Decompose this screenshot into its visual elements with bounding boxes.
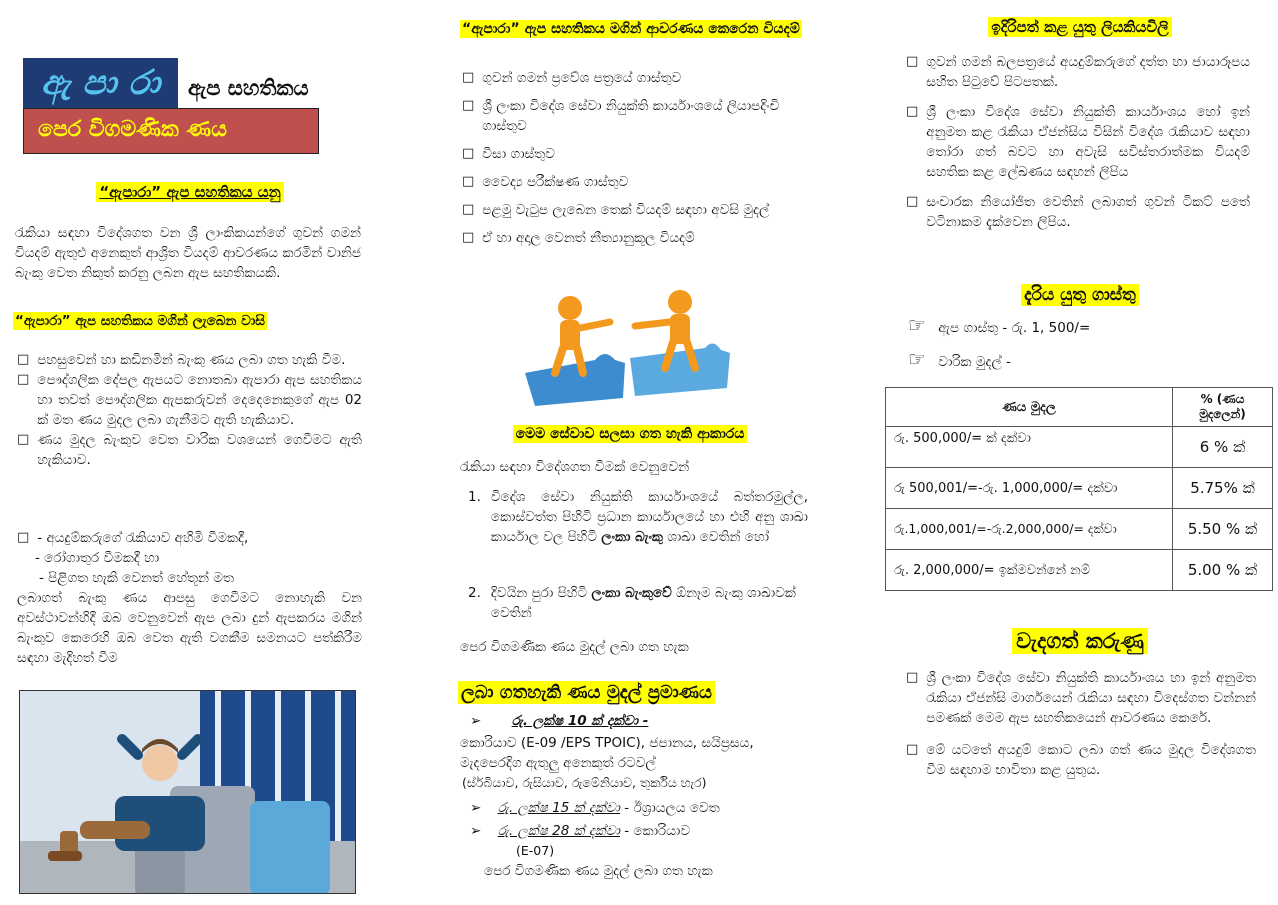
checkbox-icon: □ [906,54,919,69]
step1-part-c: ශාඛා වෙතින් හෝ [662,529,770,545]
checkbox-icon: □ [17,432,30,447]
list-item [462,172,792,192]
table-cell: රු. 500,000/= ක් දක්වා [886,427,1173,468]
step1-bank: ලංකා බැංකු [601,529,663,545]
table-cell: 5.00 % ක් [1173,550,1273,591]
list-item [906,102,1250,182]
checkbox-icon: □ [462,174,475,189]
how-outro: පෙර විගමණික ණය මුදල් ලබා ගත හැක [460,639,689,655]
table-row [886,427,1273,468]
heading-how-to-text: මෙම සේවාව සලසා ගත හැකි ආකාරය [513,425,748,443]
fee-1 [908,315,1090,338]
heading-fees [880,285,1278,305]
table-cell: රු.1,000,001/=-රු.2,000,000/= දක්වා [886,509,1173,550]
checkbox-icon: □ [462,70,475,85]
brand-logo-text: ඇ පා රා [40,63,161,103]
brand-subtitle: ඇප සහතිකය [188,76,309,100]
table-cell: රු 500,001/=-රු. 1,000,000/= දක්වා [886,468,1173,509]
list-item [462,200,792,220]
step-number: 1. [468,489,481,505]
fee-2-text: වාරික මුදල් - [938,354,1011,370]
heading-important-text: වැදගත් කරුණු [1012,628,1148,654]
heading-documents-text: ඉදිරිපත් කළ යුතු ලියකියවිලි [988,17,1171,37]
list-item [462,228,792,248]
table-header: ණය මුදල [886,388,1173,427]
arrow-icon: ➢ [470,800,482,816]
heading-covered [460,20,810,39]
checkbox-icon: □ [17,372,30,387]
checkbox-icon: □ [462,230,475,245]
table-row [886,468,1273,509]
heading-covered-text: “ඇපාරා” ඇප සහතිකය මගින් ආවරණය කෙරෙන වියදම් [462,21,800,37]
risk-line: - අයදුම්කරුගේ රැකියාව අහිමි වීමකදී, [37,530,249,546]
amount-1-label: රු. ලක්ෂ 10 ක් දක්වා - [511,713,649,729]
premium-table [885,387,1273,591]
heading-amounts [458,682,715,703]
traveller-photo [19,690,356,894]
left-panel [0,0,400,905]
amount-1-sub: (ස්ර්බියාව, රුසියාව, රුමේනියාව, තුර්කිය හැර) [462,775,707,790]
checkbox-icon: □ [906,194,919,209]
notes-list [906,668,1256,780]
documents-list [906,52,1250,232]
list-item [17,370,362,430]
step-number: 2. [468,585,481,601]
list-item [906,740,1256,780]
how-intro: රැකියා සඳහා විදේශගත වීමක් වෙනුවෙන් [460,459,690,475]
covered-text: ශ්‍රී ලංකා විදේශ සේවා නියුක්ති කාර්යාංශයේ ලියාපදිංචි ගාස්තුව [482,98,780,134]
step-text [491,583,808,623]
fee-2 [908,349,1011,372]
benefits-list [17,350,362,470]
covered-text: ඒ හා අදාල වෙනත් නීත්‍යානුකූල වියදම් [482,230,695,246]
list-item [462,68,792,88]
checkbox-icon: □ [906,104,919,119]
puzzle-illustration [515,288,745,418]
list-item [906,192,1250,232]
checkbox-icon: □ [462,202,475,217]
right-panel [880,0,1278,905]
document-text: ශ්‍රී ලංකා විදේශ සේවා නියුක්ති කාර්යාංශය හෝ ඉන් අනුමත කළ රැකියා ඒජන්සිය විසින් විදේශ රැකියාව සඳහා තෝරා ගත් බවට හා අවැසි සවිස්තරාත්මක වියදම් සහතික කළ ලේඛණය සඳහන් ලිපිය [926,104,1250,180]
hand-pointer-icon: ☞ [908,313,926,337]
heading-amounts-text: ලබා ගතහැකි ණය මුදල් ප්‍රමාණය [458,681,715,704]
benefit-text: පහසුවෙන් හා කඩිනමින් බැංකු ණය ලබා ගත හැකි වීම. [37,352,346,368]
covered-text: පළමු වැටුප ලැබෙන තෙක් වියදම් සඳහා අවසි මුදල් [482,202,770,218]
heading-how-to [440,426,820,442]
fee-1-text: ඇප ගාස්තු - රු. 1, 500/= [938,320,1091,336]
table-cell: 5.50 % ක් [1173,509,1273,550]
amount-2 [470,798,820,818]
middle-panel [440,0,840,905]
table-cell: රු. 2,000,000/= ඉක්මවන්නේ නම් [886,550,1173,591]
step1-part-a: විදේශ සේවා නියුක්ති කාර්යාංශයේ බත්තරමුල්ල, කොස්වත්ත පිහිටි ප්‍රධාන කාර්යාලයේ හා එහි අනු ශාඛා කාර්යාල වල පිහිටි [490,489,808,545]
table-row [886,509,1273,550]
table-header: % (ණය මුදලෙන්) [1173,388,1273,427]
amount-2-text: - ඊශ්‍රායලය වෙත [620,800,720,816]
checkbox-icon: □ [462,146,475,161]
covered-text: වෛද්‍ය පරීක්ෂණ ගාස්තුව [482,174,629,190]
list-item [462,144,792,164]
table-cell: 6 % ක් [1173,427,1273,468]
amount-1-text: කොරියාව (E-09 /EPS TPOIC), ජපානය, සයිප්‍රසය, මැදපෙරදිග ඇතුලු අනෙකුත් රටවල් [460,735,754,771]
amount-3-sub: (E-07) [516,843,555,858]
amount-1 [462,711,812,793]
document-text: ගුවන් ගමන් බලපත්‍රයේ අයදුම්කරුගේ දත්ත හා ජායාරූපය සහිත පිටුවේ පිටපතක්. [926,54,1250,90]
document-text: සංචාරක නියෝජිත වෙතින් ලබාගත් ගුවන් ටිකට් පතේ වටිනාකම දැක්වෙන ලිපිය. [926,194,1250,230]
step-1 [468,487,808,547]
heading-what-is-text: “ඇපාරා” ඇප සහතිකය යනු [96,182,283,202]
checkbox-icon: □ [906,670,919,685]
list-item [462,96,792,136]
note-text: ශ්‍රී ලංකා විදේශ සේවා නියුක්ති කාර්යාංශය හා ඉන් අනුමත රැකියා ඒජන්සි මාර්ගයෙන් රැකියා සඳහා විදෙස්ගත වන්නන් පමණක් මෙම ඇප සහතිකයෙන් ආවරණය කෙරේ. [926,670,1256,726]
checkbox-icon: □ [17,352,30,367]
step2-part-c: ඕනෑම බැංකු ශාඛාවක් වෙතින් [490,585,796,621]
amounts-footer: පෙර විගමණික ණය මුදල් ලබා ගත හැක [484,863,713,879]
note-text: මේ යටතේ අයදුම් කොට ලබා ගත් ණය මුදල විදේශගත වීම සඳහාම භාවිතා කළ යුතුය. [926,742,1256,778]
amount-3-text: - කොරියාව [620,823,691,839]
step2-part-a: දිවයින පුරා පිහිටි [490,585,592,601]
heading-benefits [13,313,267,329]
heading-what-is [0,183,380,201]
heading-documents [880,18,1278,36]
step2-bank: ලංකා බැංකුවේ [591,585,672,601]
list-item [17,430,362,470]
covered-text: වීසා ගාස්තුව [482,146,555,162]
table-cell: 5.75% ක් [1173,468,1273,509]
table-header-row [886,388,1273,427]
risk-list [17,528,362,668]
list-item [906,668,1256,728]
amount-3 [470,821,820,861]
benefit-text: ණය මුදල බැංකුව වෙත වාරික වශයෙන් ගෙවීමට ඇති හැකියාව. [37,432,362,468]
heading-benefits-text: “ඇපාරා” ඇප සහතිකය මගින් ලැබෙන වාසි [15,313,266,329]
step-text [491,487,808,547]
heading-important [880,629,1278,654]
banner-text: පෙර විගමණික ණය [38,117,227,142]
list-item [906,52,1250,92]
amount-2-label: රු. ලක්ෂ 15 ක් දක්වා [497,800,620,816]
checkbox-icon: □ [462,98,475,113]
benefit-text: පෞද්ගලික දේපල ඇපයට නොතබා ඇපාරා ඇප සහතිකය හා තවත් පෞද්ගලික ඇපකරුවන් දෙදෙනෙකුගේ ඇප 02 ක් මත ණය මුදල ලබා ගැනීමට ඇති හැකියාව. [37,372,362,428]
risk-line: - පිළිගත හැකි වෙනත් හේතූන් මත [39,570,234,586]
list-item [17,528,362,548]
step-2 [468,583,808,623]
heading-fees-text: දැරිය යුතු ගාස්තු [1021,284,1139,306]
amount-3-label: රු. ලක්ෂ 28 ක් දක්වා [497,823,620,839]
checkbox-icon: □ [17,530,30,545]
table-row [886,550,1273,591]
traveller-illustration [20,691,356,894]
covered-list [462,68,792,248]
risk-line: - රෝගාතුර වීමකදී හා [35,550,160,566]
hand-pointer-icon: ☞ [908,347,926,371]
arrow-icon: ➢ [470,713,482,729]
arrow-icon: ➢ [470,823,482,839]
intro-paragraph: රැකියා සඳහා විදේශගත වන ශ්‍රී ලාංකිකයන්ගේ ගුවන් ගමන් වියදම් ඇතුළු අනෙකුත් ආශ්‍රිත වියදම් ආවරණය කරමින් වානිජ බැංකු වෙත නිකුත් කරනු ලබන ඇප සහතිකයකි. [15,225,361,281]
covered-text: ගුවන් ගමන් ප්‍රවේශ පත්‍රයේ ගාස්තුව [482,70,682,86]
checkbox-icon: □ [906,742,919,757]
risk-paragraph: ලබාගත් බැංකු ණය ආපසු ගෙවීමට නොහැකි වන අවස්ථාවන්හිදී ඔබ වෙනුවෙන් ඇප ලබා දුන් ඇපකරය මගින් බැංකුව කෙරෙහි ඔබ වෙත ඇති වගකීම සමනයට පත්කිරීම සඳහා මැදිහත් වීම [17,590,362,666]
list-item [17,350,362,370]
